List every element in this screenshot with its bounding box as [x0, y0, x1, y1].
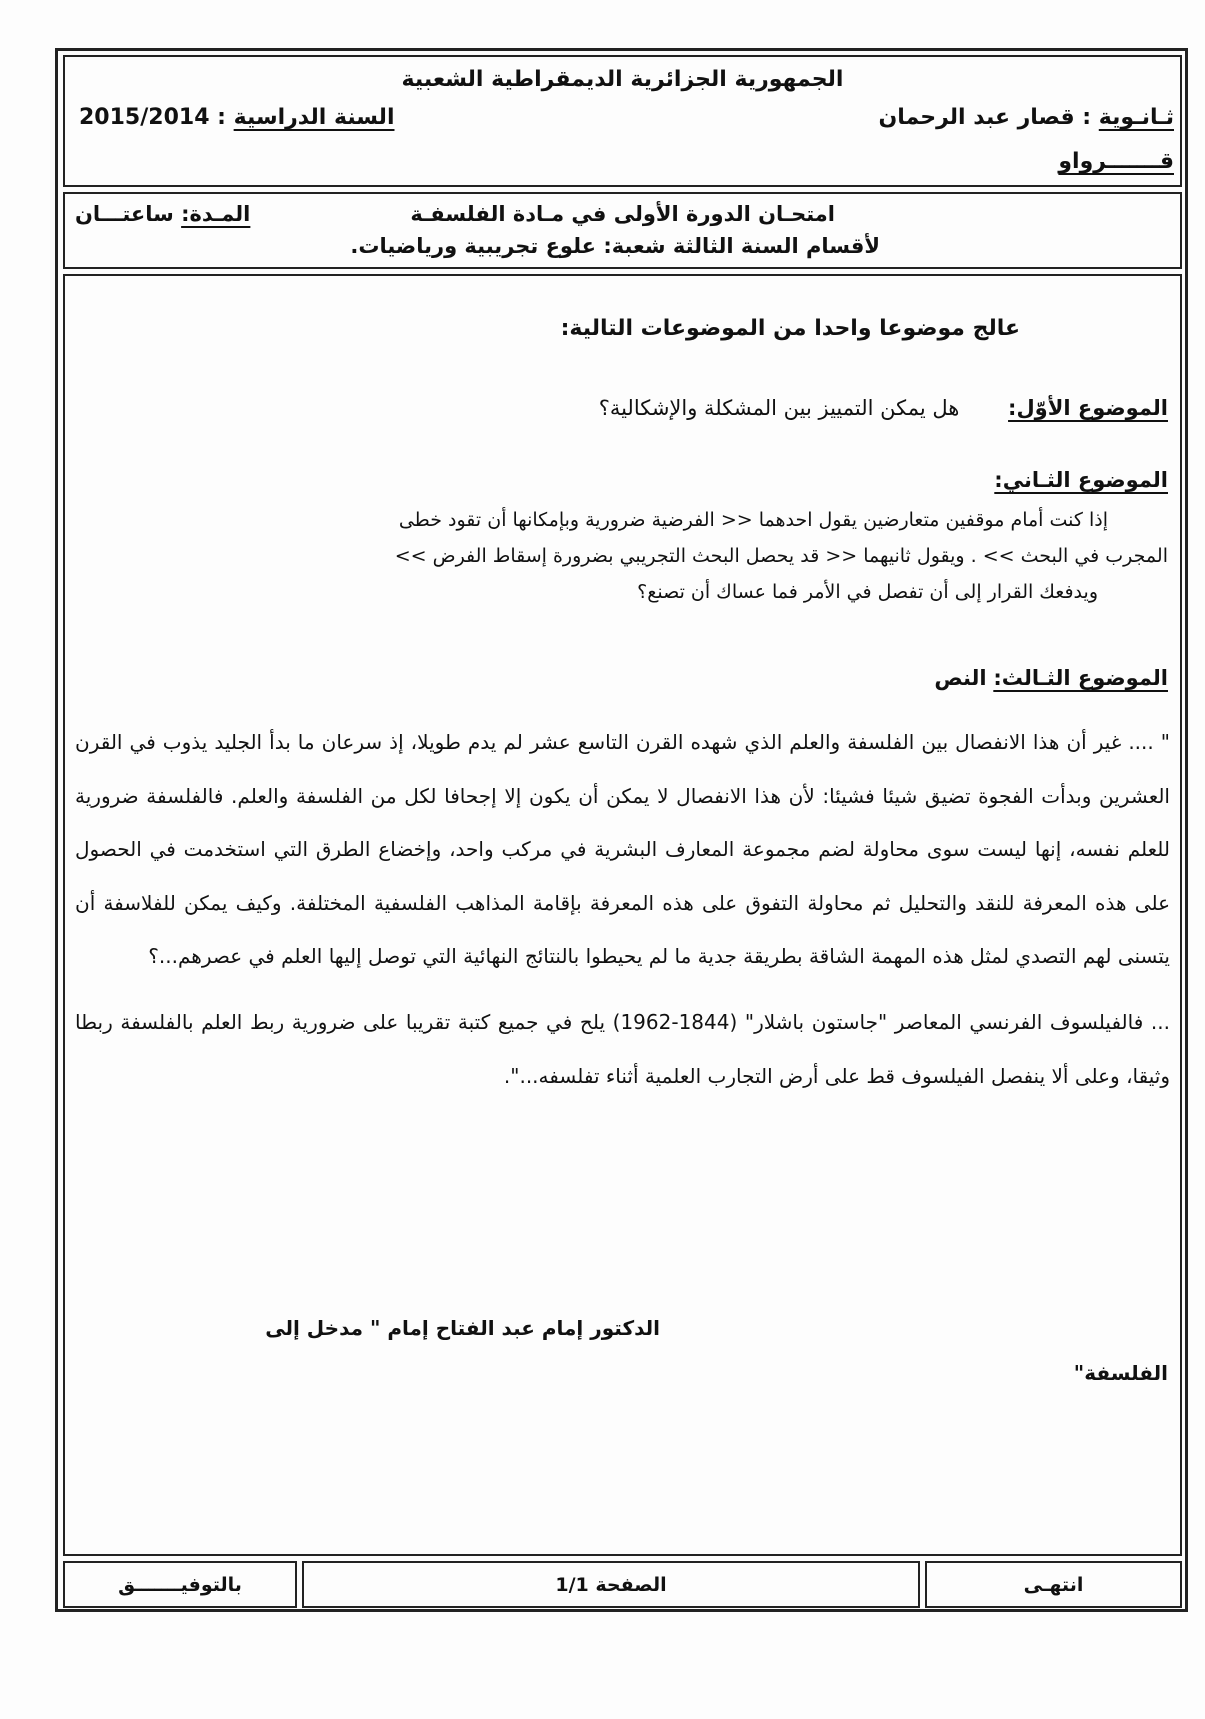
exam-sections: لأقسام السنة الثالثة شعبة: علوع تجريبية ورياضيات.	[350, 234, 880, 258]
footer-end: انتهـى	[925, 1561, 1182, 1608]
year-label: السنة الدراسية	[233, 105, 395, 130]
citation-line-2: الفلسفة"	[1073, 1361, 1168, 1385]
subject-3-label-suffix: النص	[934, 666, 987, 690]
subject-2-line: ويدفعك القرار إلى أن تفصل في الأمر فما عساك أن تصنع؟	[637, 581, 1098, 603]
passage-paragraph-1: " .... غير أن هذا الانفصال بين الفلسفة والعلم الذي شهده القرن التاسع عشر لم يدم طويلا، إذ سرعان ما بدأ الجليد يذوب في القرن العشرين وبدأت الفجوة تضيق شيئا فشيئا: لأن هذا الانفصال لا يمكن أن يكون إلا إجحافا لكل من الفلسفة والعلم. فالفلسفة ضرورية للعلم نفسه، إنها ليست سوى محاولة لضم مجموعة المعارف البشرية في مركب واحد، وإخضاع الطرق التي استخدمت في الحصول على هذه المعرفة للنقد والتحليل ثم محاولة التفوق على هذه المعرفة بإقامة المذاهب الفلسفية المختلفة. وكيف يمكن للفلاسفة أن يتسنى لهم التصدي لمثل هذه المهمة الشاقة بطريقة جدية ما لم يحيطوا بالنتائج النهائية التي توصل إليها العلم في عصرهم...؟	[75, 730, 1170, 969]
duration-value: ساعتـــان	[75, 202, 174, 226]
subject-2-label: الموضوع الثـاني:	[994, 468, 1168, 492]
school-name: : قصار عبد الرحمان	[878, 105, 1092, 130]
subject-2-line: إذا كنت أمام موقفين متعارضين يقول احدهما << الفرضية ضرورية وبإمكانها أن تقود خطى	[398, 509, 1108, 531]
footer-page-number: الصفحة 1/1	[302, 1561, 920, 1608]
exam-title: امتحـان الدورة الأولى في مـادة الفلسفـة	[410, 202, 835, 226]
school-year	[79, 105, 394, 130]
instruction: عالج موضوعا واحدا من الموضوعات التالية:	[560, 316, 1020, 341]
year-value: : 2015/2014	[79, 105, 226, 130]
subject-2-line: المجرب في البحث >> . ويقول ثانيهما << قد يحصل البحث التجريبي بضرورة إسقاط الفرض >>	[394, 545, 1168, 567]
subject-3-heading	[934, 666, 1168, 690]
exam-info-box	[63, 192, 1182, 269]
footer-good-luck: بالتوفيـــــــق	[63, 1561, 297, 1608]
subject-2-text	[95, 502, 1168, 610]
republic-title: الجمهورية الجزائرية الديمقراطية الشعبية	[401, 67, 844, 92]
passage-paragraph-2: ... فالفيلسوف الفرنسي المعاصر "جاستون باشلار" (1844-1962) يلح في جميع كتبة تقريبا على ضرورية ربط العلم بالفلسفة ربطا وثيقا، وعلى ألا ينفصل الفيلسوف قط على أرض التجارب العلمية أثناء تفلسفه...".	[75, 1009, 1170, 1088]
school-line	[878, 105, 1174, 130]
city: قـــــــرواو	[1058, 149, 1174, 174]
header-box	[63, 55, 1182, 187]
citation-line-1: الدكتور إمام عبد الفتاح إمام " مدخل إلى	[265, 1316, 660, 1340]
exam-duration	[75, 202, 250, 226]
exam-body-box	[63, 274, 1182, 1556]
subject-3-label: الموضوع الثـالث:	[993, 666, 1168, 690]
duration-label: المـدة:	[181, 202, 251, 226]
subject-1	[599, 396, 1168, 420]
subject-1-question: هل يمكن التمييز بين المشكلة والإشكالية؟	[598, 396, 960, 420]
school-label: ثـانـوية	[1098, 105, 1174, 130]
subject-1-label: الموضوع الأوّل:	[1008, 396, 1168, 420]
passage	[75, 716, 1170, 1103]
